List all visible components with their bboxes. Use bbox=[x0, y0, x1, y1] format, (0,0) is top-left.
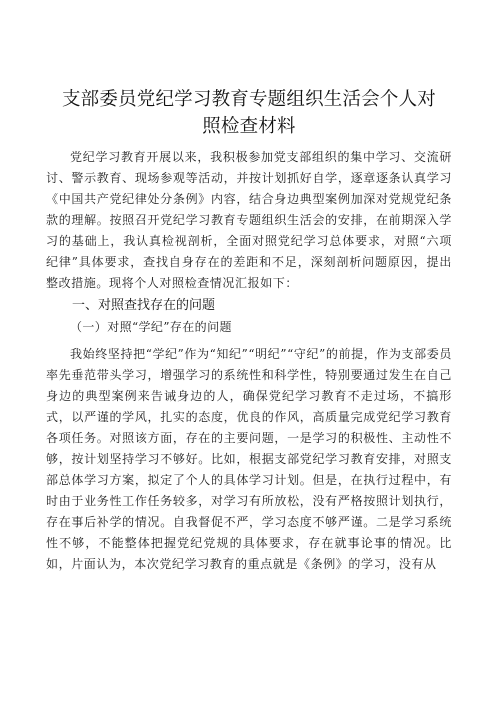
section-heading-1: 一、对照查找存在的问题 bbox=[72, 298, 216, 313]
intro-paragraph: 党纪学习教育开展以来，我积极参加党支部组织的集中学习、交流研讨、警示教育、现场参观等活动，并按计划抓好自学，逐章逐条认真学习《中国共产党纪律处分条例》内容，结合身边典型案例加深对党规党纪条款的理解。按照召开党纪学习教育专题组织生活会的安排，在前期深入学习的基础上，我认真检视剖析，全面对照党纪学习总体要求，对照“六项纪律”具体要求，查找自身存在的差距和不足，深刻剖析问题原因，提出整改措施。现将个人对照检查情况汇报如下： bbox=[46, 150, 452, 290]
document-title bbox=[46, 86, 452, 140]
body-paragraph: 我始终坚持把“学纪”作为“知纪”“明纪”“守纪”的前提，作为支部委员率先垂范带头学习，增强学习的系统性和科学性，特别要通过发生在自己身边的典型案例来告诫身边的人，确保党纪学习教育不走过场，不搞形式，以严谨的学风，扎实的态度，优良的作风，高质量完成党纪学习教育各项任务。对照该方面，存在的主要问题，一是学习的积极性、主动性不够，按计划坚持学习不够好。比如，根据支部党纪学习教育安排，对照支部总体学习方案，拟定了个人的具体学习计划。但是，在执行过程中，有时由于业务性工作任务较多，对学习有所放松，没有严格按照计划执行，存在事后补学的情况。自我督促不严，学习态度不够严谨。二是学习系统性不够，不能整体把握党纪党规的具体要求，存在就事论事的情况。比如，片面认为，本次党纪学习教育的重点就是《条例》的学习，没有从 bbox=[46, 347, 452, 571]
subsection-heading-1: （一）对照“学纪”存在的问题 bbox=[70, 320, 232, 334]
document-title-line-2: 照检查材料 bbox=[202, 116, 296, 137]
document-title-line-1: 支部委员党纪学习教育专题组织生活会个人对 bbox=[61, 89, 436, 110]
